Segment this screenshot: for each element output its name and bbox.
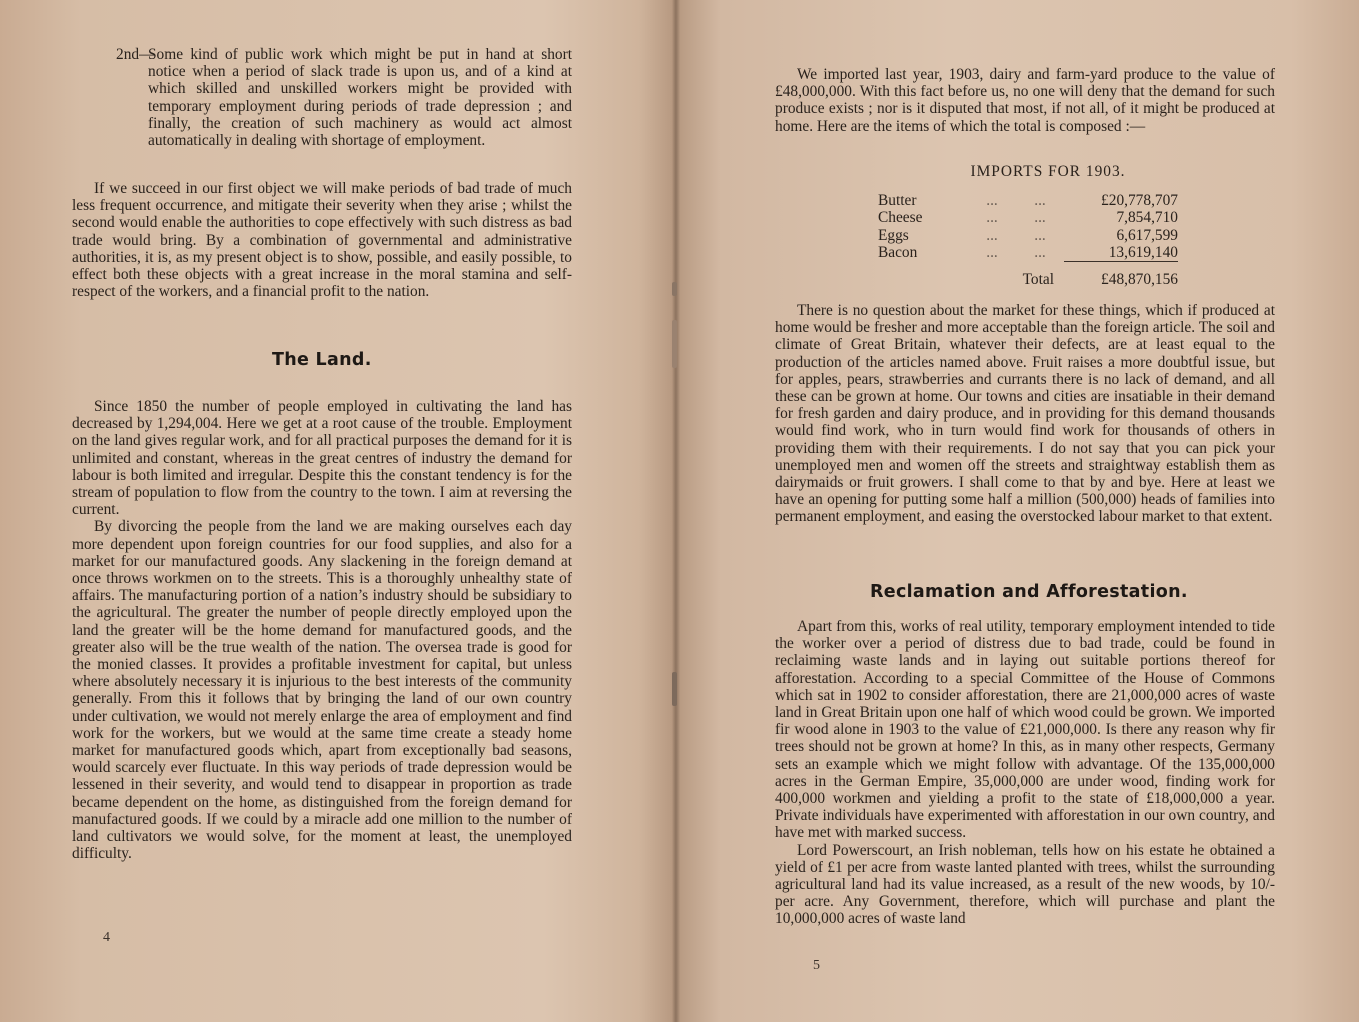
staple-mark (672, 672, 677, 706)
paragraph-text: Lord Powerscourt, an Irish nobleman, tells how on his estate he obtained a yield of £1 per acre from waste lanted planted with trees, whilst the surrounding agricultural land had its value increased, as a result of the new woods, by 10/- per acre. Any Government, therefore, which will purchase and plant the 10,000,000 acres of waste land (775, 841, 1275, 928)
binding-gutter (672, 0, 680, 1022)
paragraph-text: If we succeed in our first object we will make periods of bad trade of much less frequent occurrence, and mitigate their severity when they arise ; whilst the second would enable the authorities to cope effectively with such distress as bad trade would bring. By a combination of governmental and administrative authorities, it is, as my present object is to show, possible, and easily possible, to effect both these objects with a great increase in the moral stamina and self-respect of the workers, and a financial profit to the nation. (72, 180, 572, 301)
item-amount: 13,619,140 (1108, 243, 1178, 261)
item-name: Cheese (878, 209, 923, 227)
item-text: Some kind of public work which might be put in hand at short notice when a period of slack trade is upon us, and of a kind at which skilled and unskilled workers might be provided with temporary employment during periods of trade depression ; and finally, the creation of such machinery as would act almost automatically in dealing with shortage of employment. (148, 46, 572, 150)
item-amount: 6,617,599 (1116, 226, 1178, 244)
section-body (72, 398, 572, 862)
page-number: 4 (103, 930, 110, 945)
leader-dots: ... (1034, 192, 1046, 209)
table-row (878, 192, 1178, 209)
leader-dots: ... (986, 244, 998, 262)
leader-dots: ... (986, 226, 998, 244)
paragraph-text: There is no question about the market for these things, which if produced at home would be fresher and more acceptable than the foreign article. The soil and climate of Great Britain, whatever their defects, are at least equal to the production of the articles named above. Fruit raises a more doubtful issue, but for apples, pears, strawberries and currants there is no lack of demand, and all these can be grown at home. Our towns and cities are insatiable in their demand for fresh garden and dairy produce, and in providing for this demand thousands would find work, who in turn would find work for thousands of others in providing them with their requirements. I do not say that you can pick your unemployed men and women off the streets and straightway establish them as dairymaids or fruit growers. I shall come to that by and bye. Here at least we have an opening for putting some half a million (500,000) heads of families into permanent employment, and easing the overstocked labour market to that extent. (775, 302, 1275, 526)
leader-dots: ... (986, 192, 998, 209)
imports-rows (878, 192, 1178, 288)
paragraph (775, 302, 1275, 526)
paragraph-text: By divorcing the people from the land we are making ourselves each day more dependent upon foreign countries for our food supplies, and also for a market for our manufactured goods. Any slackening in the foreign demand at once throws workmen on to the streets. This is a thoroughly unhealthy state of affairs. The manufacturing portion of a nation’s industry should be subsidiary to the agricultural. The greater the number of people directly employed upon the land the greater will be the home demand for manufactured goods, and the greater also will be the true wealth of the nation. The oversea trade is good for the monied classes. It provides a profitable investment for capital, but unless where absolutely necessary it is injurious to the best interests of the community generally. From this it follows that by bringing the land of our own country under cultivation, we would not merely enlarge the area of employment and find work for the workers, but we would at the same time create a steady home market for manufactured goods which, apart from exceptionally bad seasons, would scarcely ever fluctuate. In this way periods of trade depression would be lessened in their severity, and would tend to disappear in proportion as trade became dependent on the home, as distinguished from the foreign demand for manufactured goods. If we could by a miracle add one million to the number of land cultivators we would solve, for the moment at least, the unemployed difficulty. (72, 518, 572, 863)
table-row (878, 209, 1178, 226)
section-body (775, 618, 1275, 928)
left-page (0, 0, 676, 1022)
leader-dots: ... (1034, 226, 1046, 244)
imports-table (878, 163, 1178, 288)
total-label: Total (1022, 270, 1054, 288)
paragraph-text: We imported last year, 1903, dairy and farm-yard produce to the value of £48,000,000. With this fact before us, no one will deny that the demand for such produce exists ; nor is it disputed that most, if not all, of it might be produced at home. Here are the items of which the total is composed :— (775, 66, 1275, 135)
table-row (878, 227, 1178, 244)
leader-dots: ... (1034, 244, 1046, 262)
paragraph-text: Apart from this, works of real utility, temporary employment intended to tide the worker over a period of distress due to bad trade, could be found in reclaiming waste lands and in laying out suitable portions thereof for afforestation. According to a special Committee of the House of Commons which sat in 1902 to consider afforestation, there are 21,000,000 acres of waste land in Great Britain upon one half of which wood could be grown. We imported fir wood alone in 1903 to the value of £21,000,000. Is there any reason why fir trees should not be grown at home? In this, as in many other respects, Germany sets an example which we might follow with advantage. Of the 135,000,000 acres in the German Empire, 35,000,000 are under wood, finding work for 400,000 workmen and yielding a profit to the state of £18,000,000 a year. Private individuals have experimented with afforestation in our own country, and have met with marked success. (775, 618, 1275, 842)
leader-dots: ... (986, 209, 998, 227)
paragraph-text: Since 1850 the number of people employed in cultivating the land has decreased by 1,294,004. Here we get at a root cause of the trouble. Employment on the land gives regular work, and for all practical purposes the demand for it is unlimited and constant, whereas in the great centres of industry the demand for labour is both limited and irregular. Despite this the constant tendency is for the stream of population to flow from the country to the town. I aim at reversing the current. (72, 398, 572, 519)
paragraph (775, 66, 1275, 135)
item-name: Eggs (878, 226, 909, 244)
item-name: Bacon (878, 244, 918, 262)
total-amount: £48,870,156 (1064, 262, 1178, 289)
table-title: IMPORTS FOR 1903. (970, 163, 1126, 180)
section-heading: The Land. (272, 350, 372, 370)
table-row (878, 244, 1178, 262)
item-name: Butter (878, 192, 917, 209)
numbered-item-2 (116, 46, 572, 149)
staple-mark (672, 282, 677, 296)
item-amount: £20,778,707 (1101, 192, 1178, 209)
right-page (680, 0, 1359, 1022)
item-amount: 7,854,710 (1116, 209, 1178, 227)
staple-mark (672, 320, 677, 368)
item-label: 2nd— (116, 46, 155, 63)
leader-dots: ... (1034, 209, 1046, 227)
section-heading: Reclamation and Afforestation. (870, 582, 1188, 602)
paragraph (72, 180, 572, 300)
page-number: 5 (813, 958, 820, 973)
total-row (878, 262, 1178, 289)
